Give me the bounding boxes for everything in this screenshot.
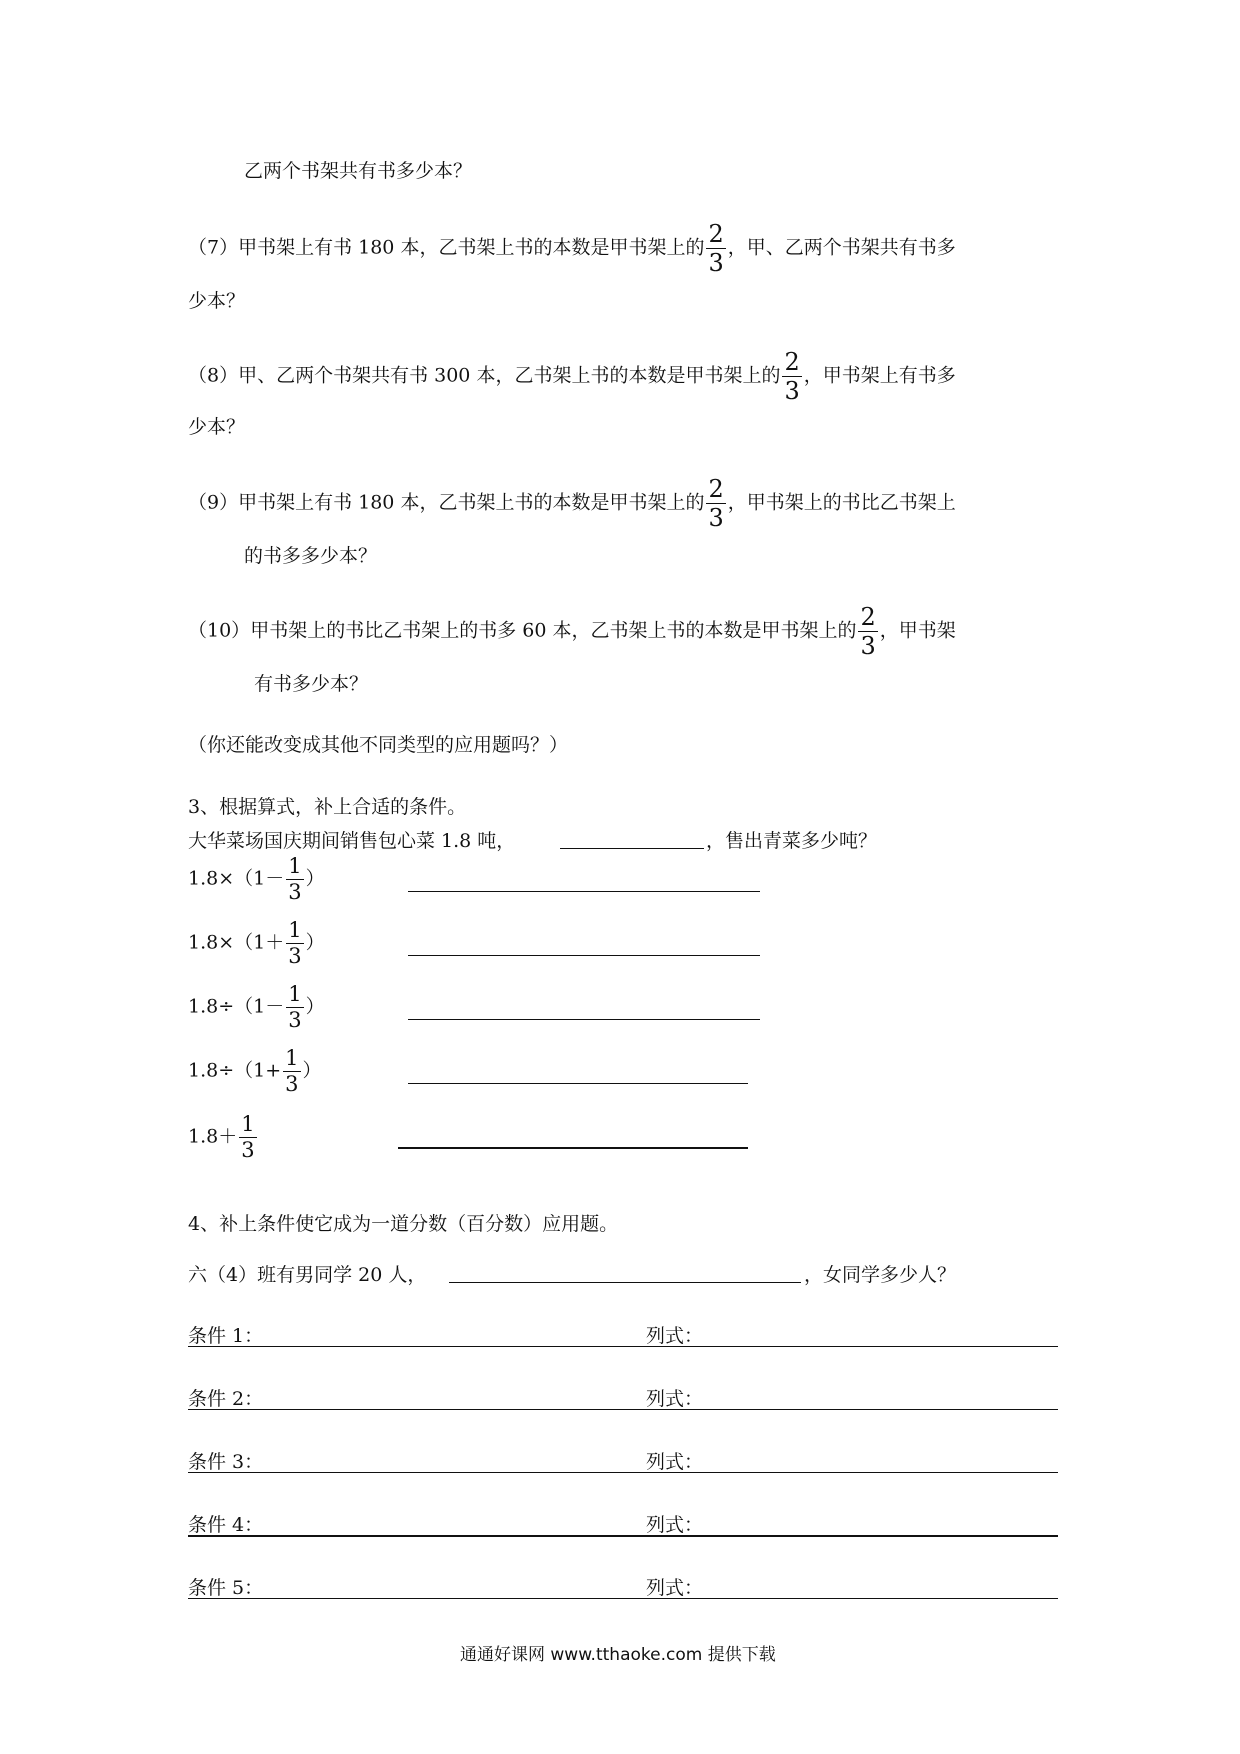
- q7-continuation: 少本？: [188, 290, 246, 312]
- note-text: （你还能改变成其他不同类型的应用题吗？）: [188, 734, 569, 756]
- condition-label-2: 条件 2：: [188, 1388, 264, 1410]
- condition-line-1[interactable]: [188, 1346, 1058, 1347]
- question-9: [188, 477, 956, 530]
- expression-text: 1.8÷（1－: [188, 995, 285, 1018]
- condition-label-3: 条件 3：: [188, 1451, 264, 1473]
- q10-text-2: ，甲书架: [879, 619, 956, 642]
- q9-continuation: 的书多多少本？: [244, 545, 378, 567]
- section-3-problem-end: ，售出青菜多少吨？: [706, 830, 878, 852]
- answer-line-1[interactable]: [408, 891, 760, 892]
- expression-text: 1.8×（1－: [188, 867, 285, 890]
- fraction-two-thirds: $\frac{2}{3}$: [860, 603, 876, 660]
- footer-text: 通通好课网 www.tthaoke.com 提供下载: [460, 1645, 776, 1665]
- q8-label: （8）: [188, 364, 239, 387]
- expression-text-end: ）: [305, 931, 325, 954]
- q8-continuation: 少本？: [188, 416, 246, 438]
- q7-text-2: ，甲、乙两个书架共有书多: [727, 236, 956, 259]
- question-7: [188, 222, 956, 275]
- condition-line-2[interactable]: [188, 1409, 1058, 1410]
- condition-label-5: 条件 5：: [188, 1577, 264, 1599]
- formula-label-5: 列式：: [646, 1577, 704, 1599]
- expression-text-end: ）: [302, 1059, 322, 1082]
- q10-label: （10）: [188, 619, 251, 642]
- section-4-problem: 六（4）班有男同学 20 人，: [188, 1264, 427, 1286]
- formula-label-4: 列式：: [646, 1514, 704, 1536]
- expression-text-end: ）: [305, 867, 325, 890]
- answer-line-4[interactable]: [408, 1083, 748, 1084]
- fraction-one-third: $\frac{1}{3}$: [288, 918, 302, 968]
- q8-text: 甲、乙两个书架共有书 300 本，乙书架上书的本数是甲书架上的: [238, 364, 781, 387]
- expression-3: [188, 984, 325, 1031]
- expression-4: [188, 1048, 322, 1095]
- condition-line-5[interactable]: [188, 1598, 1058, 1599]
- problem-blank-2[interactable]: [449, 1282, 801, 1283]
- q7-label: （7）: [188, 236, 239, 259]
- fraction-two-thirds: $\frac{2}{3}$: [708, 220, 724, 277]
- q10-continuation: 有书多少本？: [254, 673, 369, 695]
- q6-continuation: 乙两个书架共有书多少本？: [244, 160, 473, 182]
- q9-label: （9）: [188, 491, 239, 514]
- problem-blank[interactable]: [560, 848, 704, 849]
- fraction-one-third: $\frac{1}{3}$: [285, 1046, 299, 1096]
- answer-line-2[interactable]: [408, 955, 760, 956]
- condition-line-4[interactable]: [188, 1535, 1058, 1537]
- expression-text: 1.8×（1＋: [188, 931, 285, 954]
- q10-text: 甲书架上的书比乙书架上的书多 60 本，乙书架上书的本数是甲书架上的: [250, 619, 857, 642]
- expression-1: [188, 856, 325, 903]
- fraction-one-third: $\frac{1}{3}$: [241, 1112, 255, 1162]
- question-8: [188, 350, 956, 403]
- section-4-title: 4、补上条件使它成为一道分数（百分数）应用题。: [188, 1213, 619, 1235]
- expression-2: [188, 920, 325, 967]
- fraction-two-thirds: $\frac{2}{3}$: [708, 475, 724, 532]
- q9-text-2: ，甲书架上的书比乙书架上: [727, 491, 956, 514]
- formula-label-1: 列式：: [646, 1325, 704, 1347]
- expression-5: [188, 1114, 259, 1161]
- q8-text-2: ，甲书架上有书多: [803, 364, 956, 387]
- section-3-problem: [188, 826, 515, 853]
- section-4-problem-end: ，女同学多少人？: [804, 1264, 957, 1286]
- formula-label-3: 列式：: [646, 1451, 704, 1473]
- fraction-one-third: $\frac{1}{3}$: [288, 854, 302, 904]
- section-3-title: 3、根据算式，补上合适的条件。: [188, 796, 467, 818]
- formula-label-2: 列式：: [646, 1388, 704, 1410]
- expression-text-end: ）: [305, 995, 325, 1018]
- question-10: [188, 605, 956, 658]
- q9-text: 甲书架上有书 180 本，乙书架上书的本数是甲书架上的: [238, 491, 705, 514]
- problem-text: 大华菜场国庆期间销售包心菜 1.8 吨，: [188, 830, 516, 852]
- expression-text: 1.8＋: [188, 1125, 238, 1148]
- answer-line-3[interactable]: [408, 1019, 760, 1020]
- answer-line-5[interactable]: [398, 1147, 748, 1149]
- fraction-one-third: $\frac{1}{3}$: [288, 982, 302, 1032]
- condition-line-3[interactable]: [188, 1472, 1058, 1473]
- fraction-two-thirds: $\frac{2}{3}$: [784, 348, 800, 405]
- condition-label-1: 条件 1：: [188, 1325, 264, 1347]
- expression-text: 1.8÷（1+: [188, 1059, 282, 1082]
- q7-text: 甲书架上有书 180 本，乙书架上书的本数是甲书架上的: [238, 236, 705, 259]
- condition-label-4: 条件 4：: [188, 1514, 264, 1536]
